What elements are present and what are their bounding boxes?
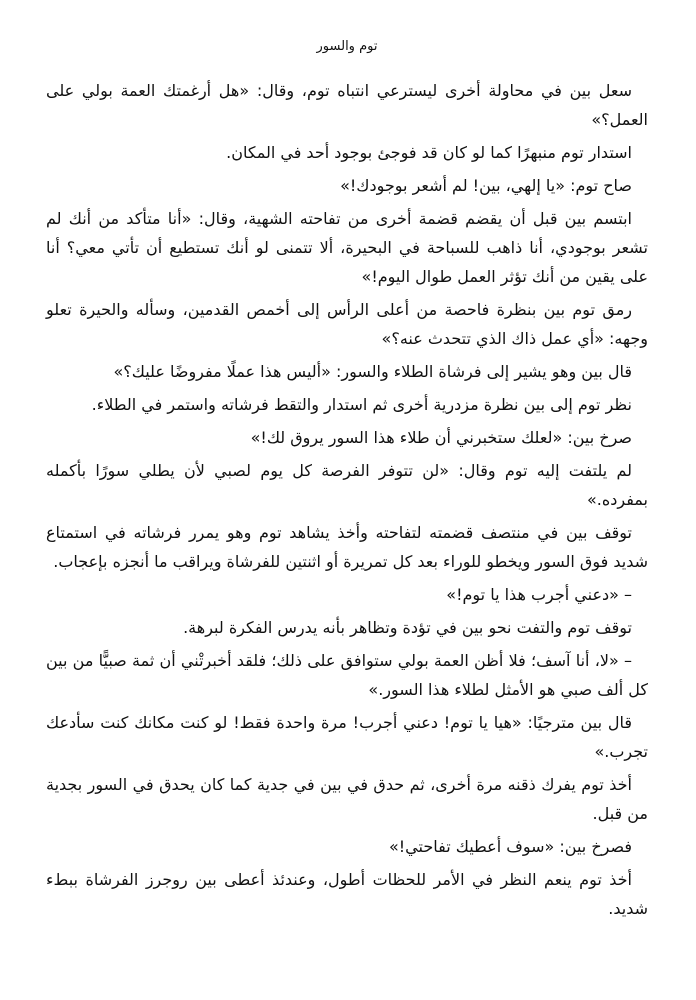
paragraph: نظر توم إلى بين نظرة مزدرية أخرى ثم استدار والتقط فرشاته واستمر في الطلاء. [91, 395, 632, 414]
paragraph: لم يلتفت إليه توم وقال: «لن تتوفر الفرصة كل يوم لصبي لأن يطلي سورًا بأكمله بمفرده.» [46, 461, 648, 509]
paragraph: توقف بين في منتصف قضمته لتفاحته وأخذ يشاهد توم وهو يمرر فرشاته في استمتاع شديد فوق السور ويخطو للوراء بعد كل تمريرة أو اثنتين للفرشاة ويراقب ما أنجزه بإعجاب. [46, 523, 648, 571]
paragraph: رمق توم بين بنظرة فاحصة من أعلى الرأس إلى أخمص القدمين، وسأله والحيرة تعلو وجهه: «أي عمل ذاك الذي تتحدث عنه؟» [46, 300, 648, 348]
page-body [46, 76, 648, 923]
paragraph: قال بين وهو يشير إلى فرشاة الطلاء والسور: «أليس هذا عملًا مفروضًا عليك؟» [113, 362, 632, 381]
paragraph: استدار توم منبهرًا كما لو كان قد فوجئ بوجود أحد في المكان. [226, 143, 632, 162]
paragraph: – «دعني أجرب هذا يا توم!» [446, 585, 632, 604]
paragraph: أخذ توم يفرك ذقنه مرة أخرى، ثم حدق في بين في جدية كما كان يحدق في السور بجدية من قبل. [46, 775, 648, 823]
page-header: توم والسور [316, 39, 378, 54]
paragraph: توقف توم والتفت نحو بين في تؤدة وتظاهر بأنه يدرس الفكرة لبرهة. [183, 618, 632, 637]
paragraph: أخذ توم ينعم النظر في الأمر للحظات أطول، وعندئذ أعطى بين روجرز الفرشاة ببطء شديد. [46, 870, 648, 918]
paragraph: سعل بين في محاولة أخرى ليسترعي انتباه توم، وقال: «هل أرغمتك العمة بولي على العمل؟» [46, 81, 648, 129]
paragraph: فصرخ بين: «سوف أعطيك تفاحتي!» [388, 837, 632, 856]
paragraph: صاح توم: «يا إلهي، بين! لم أشعر بوجودك!» [340, 176, 632, 195]
paragraph: صرخ بين: «لعلك ستخبرني أن طلاء هذا السور يروق لك!» [250, 428, 632, 447]
paragraph: ابتسم بين قبل أن يقضم قضمة أخرى من تفاحته الشهية، وقال: «أنا متأكد من أنك لم تشعر بوجودي، أنا ذاهب للسباحة في البحيرة، ألا تتمنى لو أنك تستطيع أن تأتي معي؟ أنا على يقين من أنك تؤثر العمل طوال اليوم!» [46, 209, 648, 286]
paragraph: – «لا، أنا آسف؛ فلا أظن العمة بولي ستوافق على ذلك؛ فلقد أخبرتْني أن ثمة صبيًّا من بين كل ألف صبي هو الأمثل لطلاء هذا السور.» [46, 651, 648, 699]
paragraph: قال بين مترجيًا: «هيا يا توم! دعني أجرب! مرة واحدة فقط! لو كنت مكانك كنت سأدعك تجرب.» [46, 713, 648, 761]
